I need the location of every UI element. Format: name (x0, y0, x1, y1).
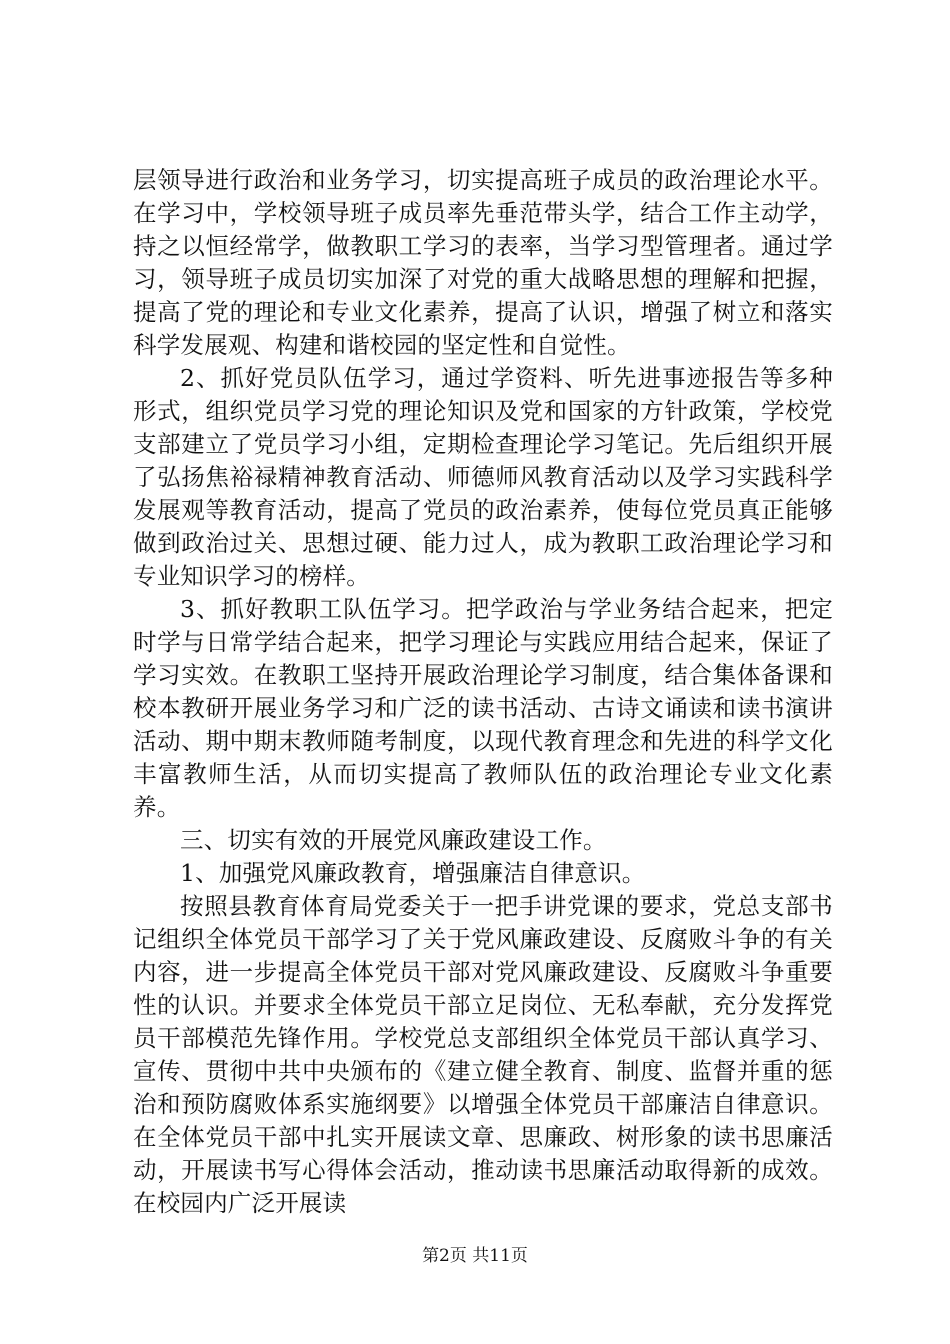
subsection-heading-1: 1、加强党风廉政教育，增强廉洁自律意识。 (180, 859, 646, 887)
paragraph-1: 层领导进行政治和业务学习，切实提高班子成员的政治理论水平。在学习中，学校领导班子成员率先垂范带头学，结合工作主动学，持之以恒经常学，做教职工学习的表率，当学习型管理者。通过学习，领导班子成员切实加深了对党的重大战略思想的理解和把握，提高了党的理论和专业文化素养，提高了认识，增强了树立和落实科学发展观、构建和谐校园的坚定性和自觉性。 (133, 166, 833, 359)
paragraph-2: 2、抓好党员队伍学习，通过学资料、听先进事迹报告等多种形式，组织党员学习党的理论知识及党和国家的方针政策，学校党支部建立了党员学习小组，定期检查理论学习笔记。先后组织开展了弘扬焦裕禄精神教育活动、师德师风教育活动以及学习实践科学发展观等教育活动，提高了党员的政治素养，使每位党员真正能够做到政治过关、思想过硬、能力过人，成为教职工政治理论学习和专业知识学习的榜样。 (133, 364, 833, 590)
paragraph-6: 按照县教育体育局党委关于一把手讲党课的要求，党总支部书记组织全体党员干部学习了关于党风廉政建设、反腐败斗争的有关内容，进一步提高全体党员干部对党风廉政建设、反腐败斗争重要性的认识。并要求全体党员干部立足岗位、无私奉献，充分发挥党员干部模范先锋作用。学校党总支部组织全体党员干部认真学习、宣传、贯彻中共中央颁布的《建立健全教育、制度、监督并重的惩治和预防腐败体系实施纲要》以增强全体党员干部廉洁自律意识。在全体党员干部中扎实开展读文章、思廉政、树形象的读书思廉活动，开展读书写心得体会活动，推动读书思廉活动取得新的成效。在校园内广泛开展读 (133, 892, 833, 1217)
paragraph-3: 3、抓好教职工队伍学习。把学政治与学业务结合起来，把定时学与日常学结合起来，把学习理论与实践应用结合起来，保证了学习实效。在教职工坚持开展政治理论学习制度，结合集体备课和校本教研开展业务学习和广泛的读书活动、古诗文诵读和读书演讲活动、期中期末教师随考制度，以现代教育理念和先进的科学文化丰富教师生活，从而切实提高了教师队伍的政治理论专业文化素养。 (133, 595, 833, 821)
section-heading-3: 三、切实有效的开展党风廉政建设工作。 (180, 826, 607, 854)
document-body (133, 164, 833, 1220)
page-footer: 第2页 共11页 (422, 1246, 528, 1266)
